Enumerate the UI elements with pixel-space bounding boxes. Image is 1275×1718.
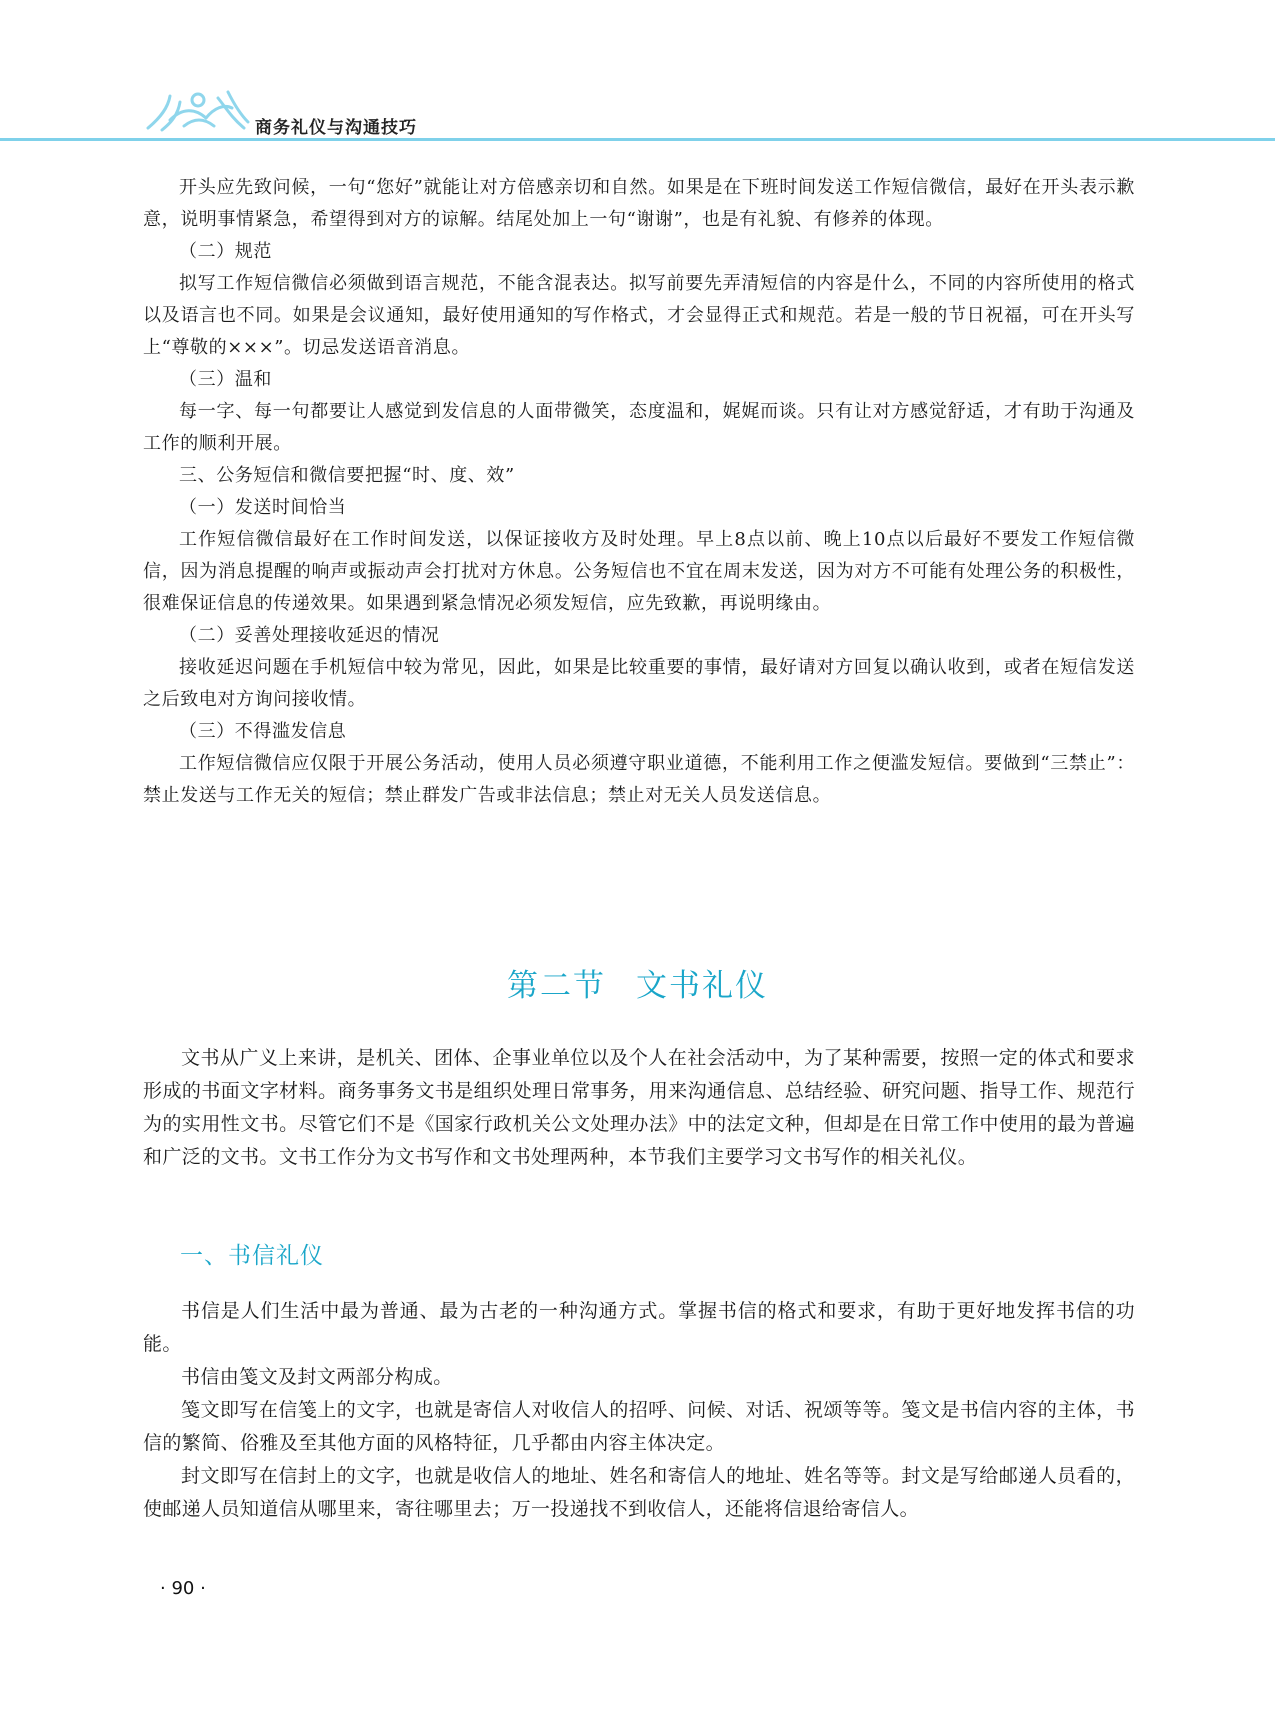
subheading-gentle: （三）温和 — [179, 369, 272, 390]
subheading-no-spam: （三）不得滥发信息 — [179, 721, 347, 742]
section-number: 第二节 — [507, 968, 606, 1004]
heading-time-degree-effect: 三、公务短信和微信要把握“时、度、效” — [179, 465, 515, 486]
letter-body-text — [143, 1295, 1135, 1526]
paragraph: 开头应先致问候，一句“您好”就能让对方倍感亲切和自然。如果是在下班时间发送工作短信微信，最好在开头表示歉意，说明事情紧急，希望得到对方的谅解。结尾处加上一句“谢谢”，也是有礼貌、有修养的体现。 — [143, 177, 1135, 230]
book-title: 商务礼仪与沟通技巧 — [255, 118, 417, 138]
paragraph: 工作短信微信应仅限于开展公务活动，使用人员必须遵守职业道德，不能利用工作之便滥发短信。要做到“三禁止”：禁止发送与工作无关的短信；禁止群发广告或非法信息；禁止对无关人员发送信息。 — [143, 753, 1135, 806]
paragraph: 工作短信微信最好在工作时间发送，以保证接收方及时处理。早上8点以前、晚上10点以后最好不要发工作短信微信，因为消息提醒的响声或振动声会打扰对方休息。公务短信也不宜在周末发送，因为对方不可能有处理公务的积极性，很难保证信息的传递效果。如果遇到紧急情况必须发短信，应先致歉，再说明缘由。 — [143, 529, 1135, 614]
subheading-delay: （二）妥善处理接收延迟的情况 — [179, 625, 440, 646]
page-header — [0, 0, 1275, 150]
handshake-logo-icon — [140, 78, 250, 138]
paragraph: 文书从广义上来讲，是机关、团体、企事业单位以及个人在社会活动中，为了某种需要，按照一定的体式和要求形成的书面文字材料。商务事务文书是组织处理日常事务，用来沟通信息、总结经验、研究问题、指导工作、规范行为的实用性文书。尽管它们不是《国家行政机关公文处理办法》中的法定文种，但却是在日常工作中使用的最为普遍和广泛的文书。文书工作分为文书写作和文书处理两种，本节我们主要学习文书写作的相关礼仪。 — [143, 1047, 1135, 1168]
top-body-text — [143, 172, 1135, 812]
header-divider — [0, 138, 1275, 141]
subsection-heading: 一、书信礼仪 — [180, 1243, 324, 1269]
subheading-regulation: （二）规范 — [179, 241, 272, 262]
page-number: · 90 · — [160, 1578, 206, 1599]
paragraph: 接收延迟问题在手机短信中较为常见，因此，如果是比较重要的事情，最好请对方回复以确认收到，或者在短信发送之后致电对方询问接收情。 — [143, 657, 1135, 710]
paragraph: 封文即写在信封上的文字，也就是收信人的地址、姓名和寄信人的地址、姓名等等。封文是写给邮递人员看的，使邮递人员知道信从哪里来，寄往哪里去；万一投递找不到收信人，还能将信退给寄信人。 — [143, 1465, 1135, 1520]
section-title: 文书礼仪 — [636, 968, 768, 1004]
paragraph: 书信是人们生活中最为普通、最为古老的一种沟通方式。掌握书信的格式和要求，有助于更好地发挥书信的功能。 — [143, 1300, 1135, 1355]
paragraph: 笺文即写在信笺上的文字，也就是寄信人对收信人的招呼、问候、对话、祝颂等等。笺文是书信内容的主体，书信的繁简、俗雅及至其他方面的风格特征，几乎都由内容主体决定。 — [143, 1399, 1135, 1454]
section-intro-text — [143, 1042, 1135, 1174]
section-heading — [0, 960, 1275, 1005]
subheading-timing: （一）发送时间恰当 — [179, 497, 347, 518]
paragraph: 书信由笺文及封文两部分构成。 — [181, 1366, 453, 1388]
paragraph: 拟写工作短信微信必须做到语言规范，不能含混表达。拟写前要先弄清短信的内容是什么，不同的内容所使用的格式以及语言也不同。如果是会议通知，最好使用通知的写作格式，才会显得正式和规范。若是一般的节日祝福，可在开头写上“尊敬的×××”。切忌发送语音消息。 — [143, 273, 1135, 358]
paragraph: 每一字、每一句都要让人感觉到发信息的人面带微笑，态度温和，娓娓而谈。只有让对方感觉舒适，才有助于沟通及工作的顺利开展。 — [143, 401, 1135, 454]
